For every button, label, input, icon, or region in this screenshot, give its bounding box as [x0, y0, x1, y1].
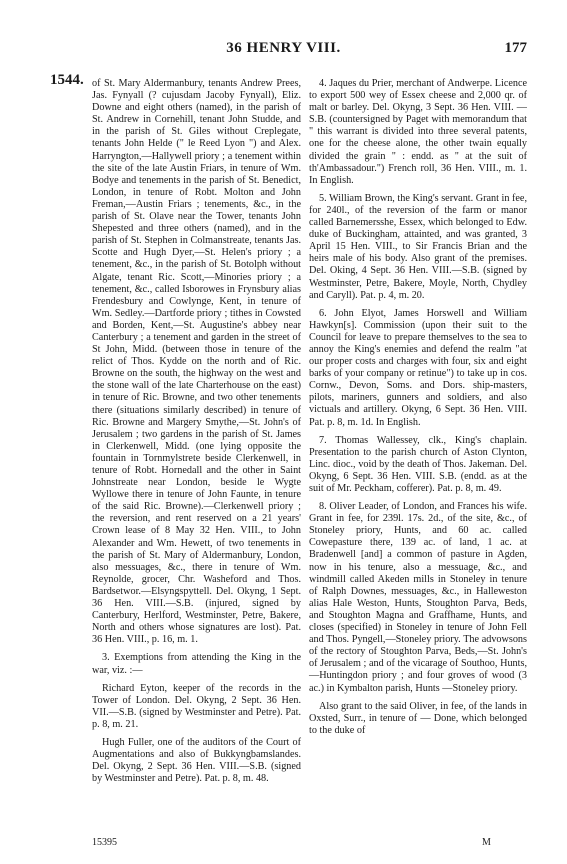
printer-signature: 15395: [92, 837, 117, 848]
left-column: [92, 78, 301, 791]
paragraph-oliver-leader: 8. Oliver Leader, of London, and Frances his wife. Grant in fee, for 239l. 17s. 2d., of the site, &c., of Stoneley priory, Hunts, and 60 ac. called Cowepasture there, 139 ac. of land, 1 ac. at Bradenwell [and] a common of pasture in Agden, now in his tenure, also a messuage, &c., and windmill called Akeden mills in Stoneley in tenure of Ralph Downes, messuages, &c., in Halleweston alias Hale Weston, Hunts, Stoughton Parva, Beds, and Stoughton Magna and Graffhame, Hunts, and closes (specified) in Stoneley in tenure of John Fell and Thos. Pyngell,—Stoneley priory. The advowsons of the rectory of Stoughton Parva, Beds,—St. John's of Jerusalem ; and of the vicarage of Southoo, Hunts,—Huntingdon priory ; and four groves of wood (3 ac.) in Kymbalton parish, Hunts —Stoneley priory.: [309, 501, 527, 694]
page-number: 177: [504, 40, 527, 56]
paragraph-oliver-leader-continued: Also grant to the said Oliver, in fee, of the lands in Oxsted, Surr., in tenure of — Done, which belonged to the duke of: [309, 700, 527, 736]
paragraph-hugh-fuller: Hugh Fuller, one of the auditors of the Court of Augmentations and also of Bukkyngbamslandes. Del. Okyng, 2 Sept. 36 Hen. VIII.—S.B. (signed by Westminster and Petre). Pat. p. 8, m. 48.: [92, 736, 301, 785]
paragraph-william-brown: 5. William Brown, the King's servant. Grant in fee, for 240l., of the reversion of the farm or manor called Barnemersshe, Essex, which belonged to Edw. duke of Buckingham, attainted, and was granted, 3 April 15 Hen. VIII., to Sir Francis Brian and the heirs male of his body. Also grant of the premises. Del. Oking, 4 Sept. 36 Hen. VIII.—S.B. (signed by Westminster, Petre, Bakere, Moyle, North, Chydley and Caryll). Pat. p. 4, m. 20.: [309, 192, 527, 301]
paragraph-jaques-du-prier: 4. Jaques du Prier, merchant of Andwerpe. Licence to export 500 wey of Essex cheese and 2,000 qr. of malt or barley. Del. Okyng, 3 Sept. 36 Hen. VIII. —S.B. (countersigned by Paget with memorandum that " this warrant is divided into three several patents, one for the cheese alone, the other twain equally divided the grain " : endd. as " at the suit of th'Ambassadour.") French roll, 36 Hen. VIII., m. 1. In English.: [309, 78, 527, 186]
right-column: [309, 78, 527, 743]
paragraph-john-elyot: 6. John Elyot, James Horswell and William Hawkyn[s]. Commission (upon their suit to the Council for leave to prepare themselves to the sea to annoy the King's enemies and defend the realm "at our proper costs and charges with four, six and eight barks of your company or retinue") to take up in cos. Cornw., Devon, Soms. and Dors. ship-masters, pilots, mariners, gunners and soldiers, and also victuals and artillery. Okyng, 6 Sept. 36 Hen. VIII. Pat. p. 8, m. 1d. In English.: [309, 307, 527, 428]
year-marginal-note: 1544.: [50, 72, 84, 88]
paragraph-thomas-wallessey: 7. Thomas Wallessey, clk., King's chaplain. Presentation to the parish church of Aston Clynton, Linc. dioc., void by the death of Thos. Jakeman. Del. Okyng, 6 Sept. 36 Hen. VIII. S.B. (endd. as at the suit of Mr. Peckham, cofferer). Pat. p. 8, m. 49.: [309, 434, 527, 494]
signature-mark: M: [482, 837, 491, 848]
running-title: 36 HENRY VIII.: [226, 40, 341, 56]
paragraph-richard-eyton: Richard Eyton, keeper of the records in the Tower of London. Del. Okyng, 2 Sept. 36 Hen. VII.—S.B. (signed by Westminster and Petre). Pat. p. 8, m. 21.: [92, 682, 301, 730]
paragraph-grant-continuation: of St. Mary Aldermanbury, tenants Andrew Prees, Jas. Fynyall (? cujusdam Jacoby Fynyall), Eliz. Downe and eight others (named), in the parish of St. Andrew in Cornehill, tenant John Studde, and in the parish of St. Giles without Creplegate, tenants John Helde (" le Reed Lyon ") and Alex. Harryngton,—Hallywell priory ; a tenement within the site of the late Austin Friars, in tenure of Wm. Bodye and tenements in the parish of St. Benedict, London, in tenure of Robt. Molton and John Freman,—Austin Friars ; tenements, &c., in the parish of St. Olave near the Tower, tenants John Shepested and three others (named), and in the parish of St. Stephen in Colmanstreate, tenants Jas. Scotte and Hugh Dyer,—St. Helen's priory ; a tenement, &c., in the parish of St. Botolph without Algate, tenant Ric. Scott,—Minories priory ; a tenement, &c., called Isborowes in Frynsbury alias Frendesbury and Cowlynge, Kent, in tenure of Wm. Sedley.—Dartforde priory ; tithes in Cowsted and Borden, Kent,—St. Augustine's abbey near Canterbury ; a tenement and garden in the street of St John, Midd. (between those in tenure of the relict of Thos. Kydde on the north and of Ric. Browne on the south, the highway on the west and the stone wall of the late Charterhouse on the east) in tenure of Ric. Browne, and two other tenements there (situations similarly described) in tenure of Ric. Browne and Margery Smythe,—St. John's of Jerusalem ; two gardens in the parish of St. James in Clerkenwell, Midd. (one lying opposite the fountain in Tornmylstrete beside Clerkenwell, in tenure of Robt. Hornedall and the other in Saint Johnstreate near London, beside le Wygte Wyllowe there in tenure of John Faunte, in tenure of the said Ric. Browne).—Clerkenwell priory ; the reversion, and rent reserved on a 21 years' Crown lease of 8 May 32 Hen. VIII., to John Alexander and Wm. Hewett, of two tenements in the parish of St. Mary of Aldermanbury, London, also messuages, &c., there in tenure of Wm. Reynolde, grocer, Chr. Washeford and Thos. Bardsetwor.—Elsyngspyttell. Del. Okyng, 1 Sept. 36 Hen. VIII.—S.B. (injured, signed by Canterbury, Herlford, Westminster, Petre, Bakere, North and others whose signatures are lost). Pat. 36 Hen. VIII., p. 16, m. 1.: [92, 78, 301, 646]
paragraph-exemptions-heading: 3. Exemptions from attending the King in the war, viz. :—: [92, 652, 301, 676]
